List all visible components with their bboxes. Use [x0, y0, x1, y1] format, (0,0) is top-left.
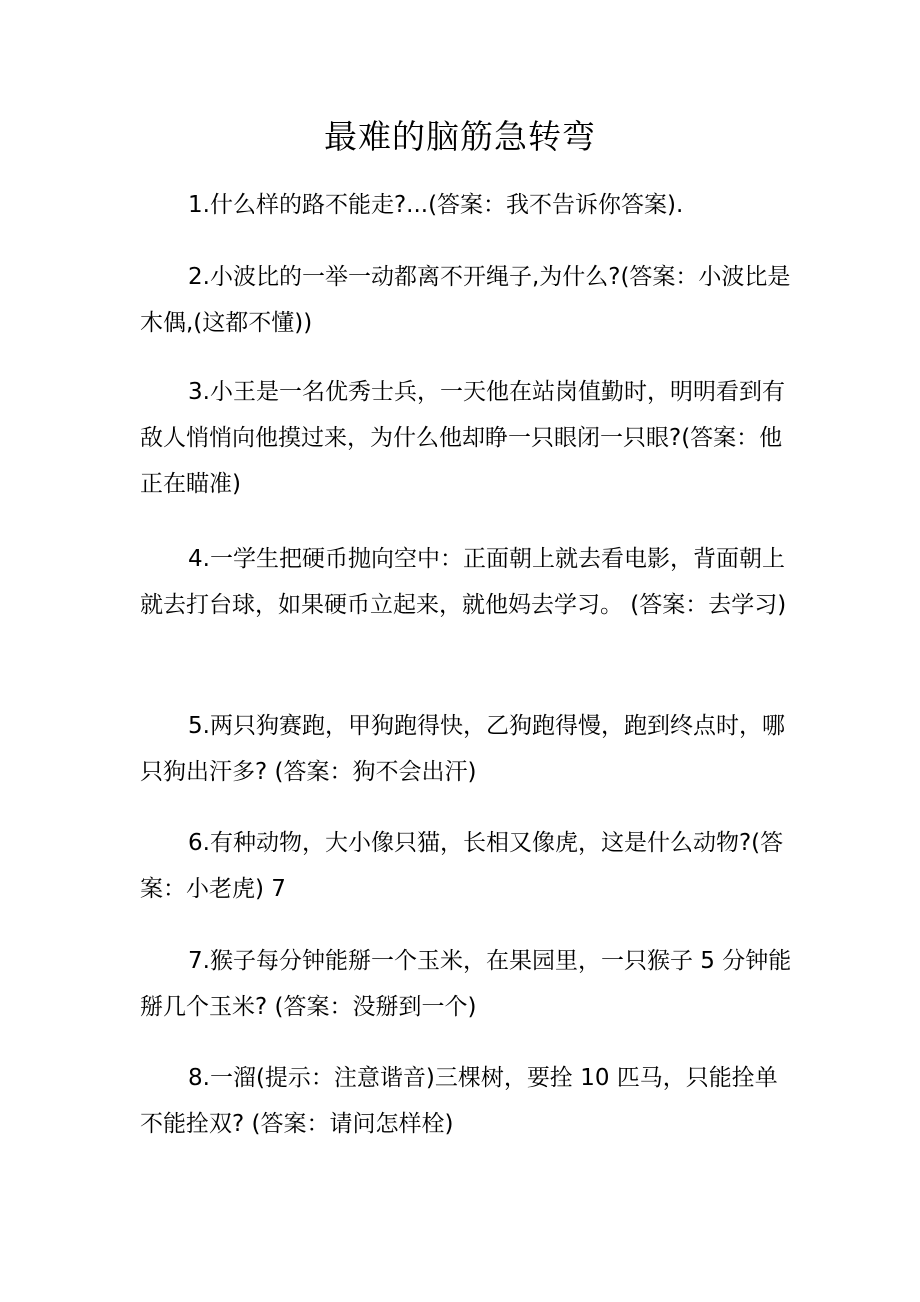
question-6: 6.有种动物，大小像只猫，长相又像虎，这是什么动物?(答案：小老虎) 7	[140, 830, 784, 902]
question-4: 4.一学生把硬币抛向空中：正面朝上就去看电影，背面朝上就去打台球，如果硬币立起来，就他妈去学习。 (答案：去学习)	[140, 546, 787, 618]
question-3: 3.小王是一名优秀士兵，一天他在站岗值勤时，明明看到有敌人悄悄向他摸过来，为什么他却睁一只眼闭一只眼?(答案：他正在瞄准)	[140, 379, 785, 497]
question-2: 2.小波比的一举一动都离不开绳子,为什么?(答案：小波比是木偶,(这都不懂))	[140, 264, 791, 336]
page-title: 最难的脑筋急转弯	[324, 117, 596, 156]
question-1: 1.什么样的路不能走?...(答案：我不告诉你答案).	[188, 192, 684, 218]
question-8: 8.一溜(提示：注意谐音)三棵树，要拴 10 匹马，只能拴单不能拴双? (答案：请问怎样栓)	[140, 1065, 778, 1137]
question-7: 7.猴子每分钟能掰一个玉米，在果园里，一只猴子 5 分钟能掰几个玉米? (答案：没掰到一个)	[140, 948, 792, 1020]
question-5: 5.两只狗赛跑，甲狗跑得快，乙狗跑得慢，跑到终点时，哪只狗出汗多? (答案：狗不会出汗)	[140, 713, 785, 785]
